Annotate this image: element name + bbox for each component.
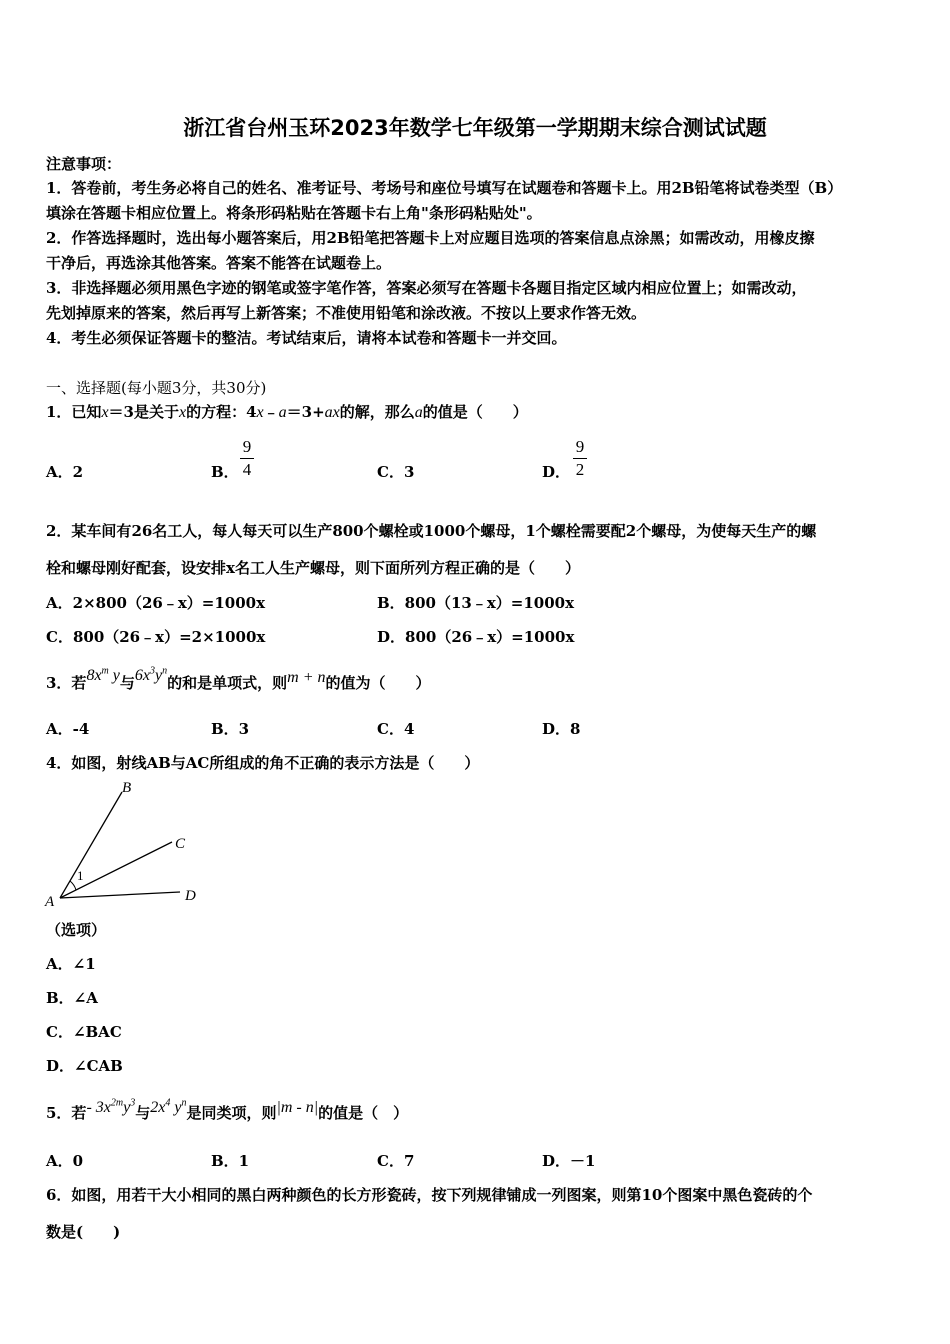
option-d: D．8	[542, 720, 581, 738]
fraction-nine-halves: 9 2	[573, 437, 587, 480]
question-6-line: 6．如图，用若干大小相同的黑白两种颜色的长方形瓷砖，按下列规律铺成一列图案，则第10个图案中黑色瓷砖的个	[46, 1186, 813, 1204]
page-title: 浙江省台州玉环2023年数学七年级第一学期期末综合测试试题	[183, 116, 767, 140]
question-5-stem: 5．若- $3x^{2m}y^3$与$2x^4$ $y^n$是同类项，则|m - n|的值是（ ）	[46, 1097, 409, 1122]
notice-line: 4．考生必须保证答题卡的整洁。考试结束后，请将本试卷和答题卡一并交回。	[46, 329, 567, 347]
notice-line: 先划掉原来的答案，然后再写上新答案；不准使用铅笔和涂改液。不按以上要求作答无效。	[46, 304, 647, 322]
option-b: B．800（13﹣x）=1000x	[377, 594, 575, 612]
label-a: A	[45, 894, 55, 908]
option-a: A．2×800（26﹣x）=1000x	[46, 594, 266, 612]
monomial-1: $8x^m$ y	[86, 665, 120, 684]
angle-arc	[70, 881, 76, 890]
option-d: D．－1	[542, 1152, 596, 1170]
option-d: D．	[542, 463, 571, 481]
question-3-stem: 3．若$8x^m$ y与$6x^3y^n$的和是单项式，则m + n的值为（ ）	[46, 665, 431, 692]
notice-line: 填涂在答题卡相应位置上。将条形码粘贴在答题卡右上角"条形码粘贴处"。	[46, 204, 542, 222]
monomial-1: - $3x^{2m}y^3$	[86, 1097, 136, 1116]
fraction-nine-fourths: 9 4	[240, 437, 254, 480]
option-c: C．4	[377, 720, 415, 738]
option-a: A．-4	[46, 720, 90, 738]
ray-ad	[60, 892, 180, 898]
option-b: B．∠A	[46, 989, 98, 1007]
question-1-stem: 1．已知x＝3是关于x的方程：4x﹣a＝3+ax的解，那么a的值是（ ）	[46, 403, 528, 421]
section-heading: 一、选择题(每小题3分，共30分)	[46, 379, 267, 397]
monomial-2: $6x^3y^n$	[134, 665, 168, 684]
monomial-2: $2x^4$ $y^n$	[150, 1097, 187, 1116]
notice-line: 1．答卷前，考生务必将自己的姓名、准考证号、考场号和座位号填写在试题卷和答题卡上。用2B铅笔将试卷类型（B）	[46, 179, 843, 197]
notice-heading: 注意事项：	[46, 155, 122, 173]
label-b: B	[122, 780, 132, 796]
question-2-line: 2．某车间有26名工人，每人每天可以生产800个螺栓或1000个螺母，1个螺栓需要配2个螺母，为使每天生产的螺	[46, 522, 817, 540]
option-a: A．0	[46, 1152, 84, 1170]
question-6-line: 数是( )	[46, 1223, 121, 1241]
option-a: A．2	[46, 463, 84, 481]
option-c: C．3	[377, 463, 415, 481]
label-d: D	[185, 888, 196, 904]
option-d: D．∠CAB	[46, 1057, 123, 1075]
option-b: B．3	[211, 720, 250, 738]
notice-line: 干净后，再选涂其他答案。答案不能答在试题卷上。	[46, 254, 392, 272]
notice-line: 3．非选择题必须用黑色字迹的钢笔或签字笔作答，答案必须写在答题卡各题目指定区域内相应位置上；如需改动，	[46, 279, 807, 297]
options-heading: （选项）	[46, 921, 107, 939]
option-c: C．∠BAC	[46, 1023, 122, 1041]
option-a: A．∠1	[46, 955, 96, 973]
option-d: D．800（26﹣x）=1000x	[377, 628, 575, 646]
option-b: B．1	[211, 1152, 250, 1170]
label-angle-1: 1	[77, 868, 84, 883]
option-c: C．800（26﹣x）=2×1000x	[46, 628, 266, 646]
question-4-stem: 4．如图，射线AB与AC所组成的角不正确的表示方法是（ ）	[46, 754, 480, 772]
option-c: C．7	[377, 1152, 415, 1170]
notice-line: 2．作答选择题时，选出每小题答案后，用2B铅笔把答题卡上对应题目选项的答案信息点涂黑；如需改动，用橡皮擦	[46, 229, 815, 247]
option-b: B．	[211, 463, 239, 481]
angle-figure	[40, 778, 210, 908]
question-2-line: 栓和螺母刚好配套，设安排x名工人生产螺母，则下面所列方程正确的是（ ）	[46, 559, 580, 577]
label-c: C	[175, 836, 186, 852]
